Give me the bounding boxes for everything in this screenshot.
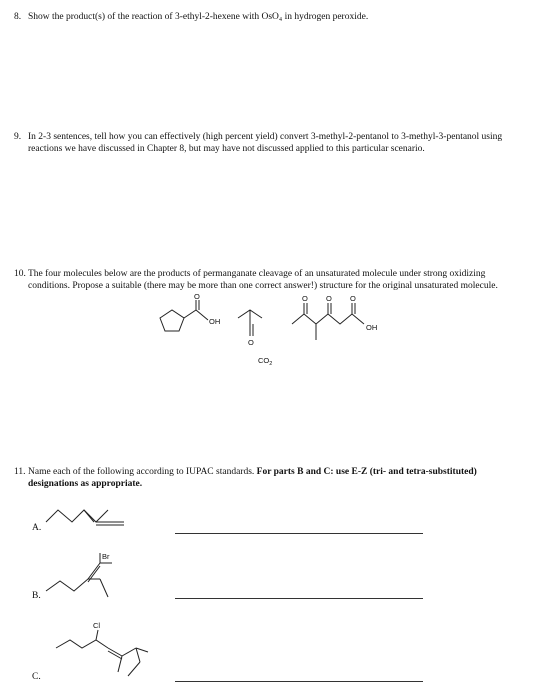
part-c-label: C.	[32, 672, 41, 682]
q10-o-label-5: O	[350, 294, 356, 303]
part-a-structure	[42, 498, 162, 538]
part-b-label: B.	[32, 591, 41, 601]
question-8-text: Show the product(s) of the reaction of 3-ethyl-2-hexene with OsO₄ in hydrogen peroxide.	[28, 12, 369, 22]
q10-oh-label-2: OH	[366, 323, 378, 332]
acid-chain	[184, 310, 208, 320]
q10-structures	[0, 288, 538, 378]
question-9-text: In 2-3 sentences, tell how you can effectively (high percent yield) convert 3-methyl-2-pentanol to 3-methyl-3-pentanol using reactions we have discussed in Chapter 8, but may have not discussed applied to this particular scenario.	[28, 132, 503, 154]
part-c-structure	[52, 618, 192, 688]
part-c-cl-label: Cl	[93, 621, 101, 630]
q10-o-label-1: O	[194, 292, 200, 301]
question-11-bold-instructions: For parts B and C: use E-Z (tri- and tetra-substituted) designations as appropriate.	[28, 467, 477, 489]
part-b-br-label: Br	[102, 552, 110, 561]
question-11-number: 11.	[14, 467, 26, 477]
part-b-answer-line[interactable]	[175, 598, 423, 599]
diketo-acid-chain	[292, 314, 364, 324]
q10-oh-label-1: OH	[209, 317, 221, 326]
question-11-text	[28, 467, 529, 490]
part-a-label: A.	[32, 523, 42, 533]
question-10-number: 10.	[14, 269, 26, 279]
question-8	[14, 12, 514, 24]
q10-o-label-4: O	[326, 294, 332, 303]
part-b-structure	[42, 553, 162, 603]
cyclopentane-ring	[160, 310, 184, 331]
part-a-answer-line[interactable]	[175, 533, 423, 534]
question-11	[14, 467, 529, 490]
question-9-number: 9.	[14, 132, 22, 142]
q10-o-label-3: O	[302, 294, 308, 303]
q10-co2-label: $CO_2$	[258, 356, 273, 367]
part-c-answer-line[interactable]	[175, 681, 423, 682]
q10-o-label-2: O	[248, 338, 254, 347]
question-8-number: 8.	[14, 12, 22, 22]
question-10-text: The four molecules below are the products of permanganate cleavage of an unsaturated molecule under strong oxidizing conditions. Propose a suitable (there may be more than one correct answer!) structure for the original unsaturated molecule.	[28, 269, 498, 291]
question-9	[14, 132, 529, 155]
question-11-instructions: Name each of the following according to IUPAC standards.	[28, 467, 255, 477]
